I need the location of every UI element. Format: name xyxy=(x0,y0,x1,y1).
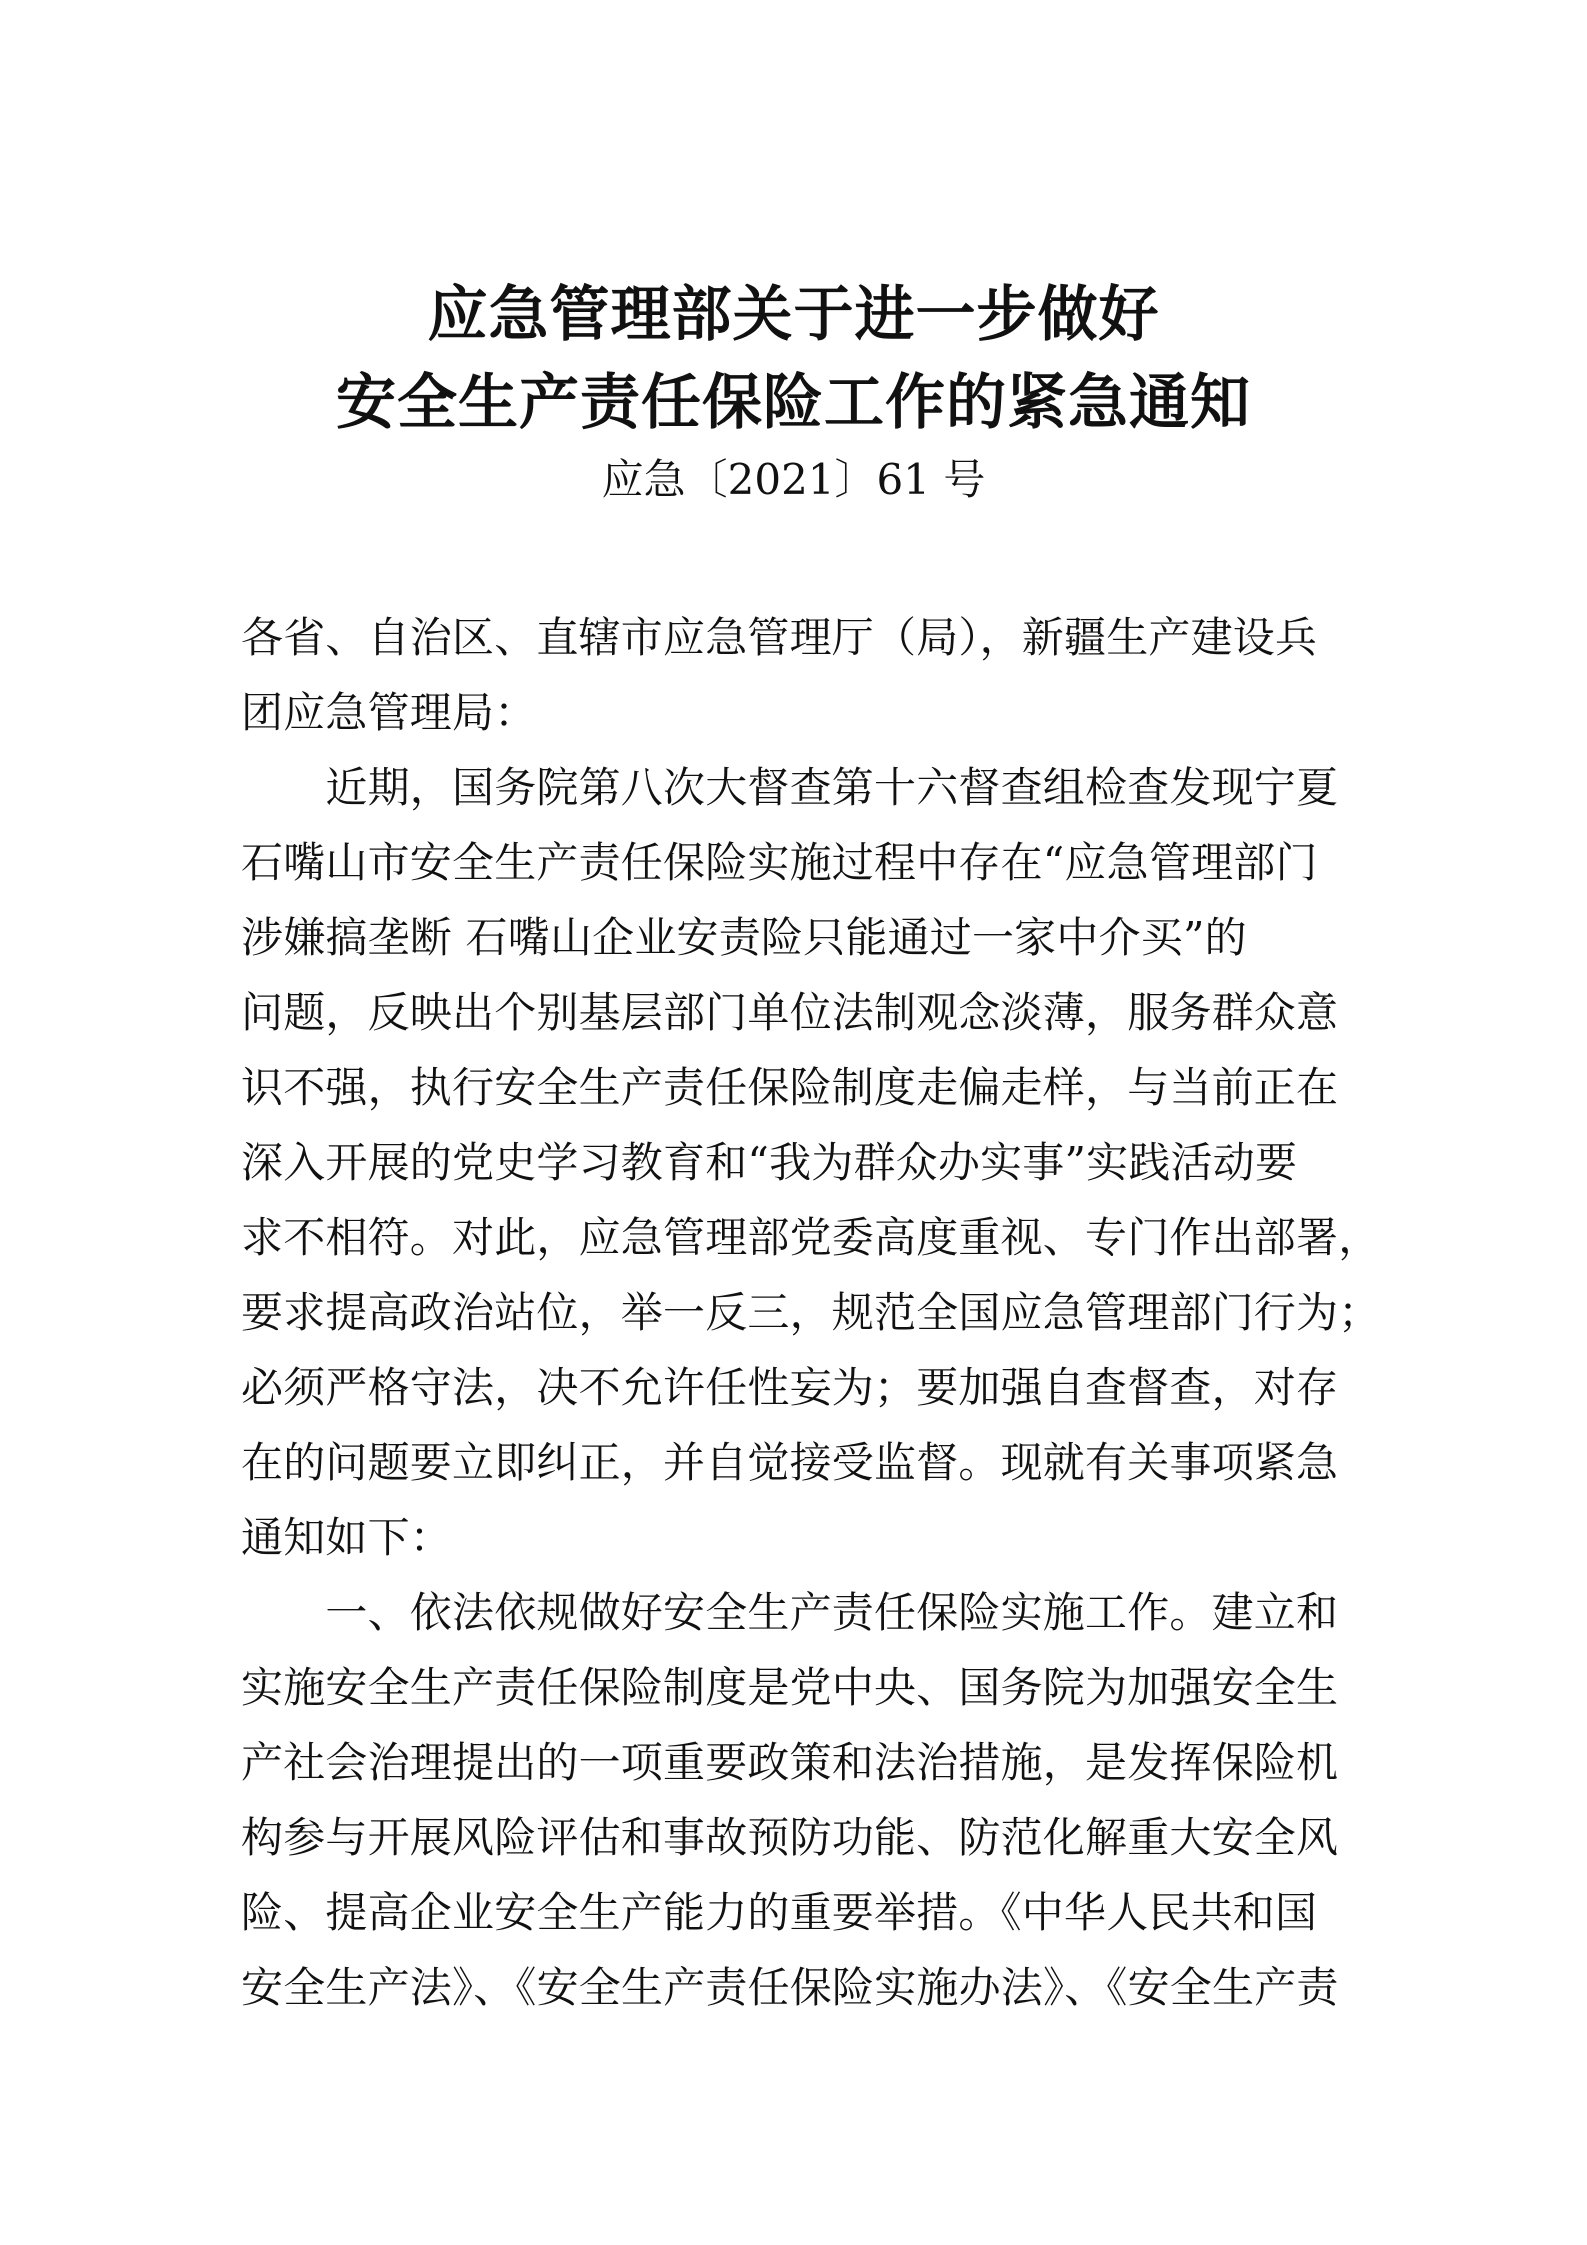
body-line: 必须严格守法，决不允许任性妄为；要加强自查督查，对存 xyxy=(241,1363,1339,1412)
body-line: 识不强，执行安全生产责任保险制度走偏走样，与当前正在 xyxy=(241,1063,1339,1112)
body-line: 一、依法依规做好安全生产责任保险实施工作。建立和 xyxy=(241,1588,1339,1637)
body-line: 石嘴山市安全生产责任保险实施过程中存在“应急管理部门 xyxy=(241,838,1318,887)
document-title-line-1: 应急管理部关于进一步做好 xyxy=(427,280,1160,350)
body-line: 问题，反映出个别基层部门单位法制观念淡薄，服务群众意 xyxy=(241,988,1339,1037)
body-line: 要求提高政治站位，举一反三，规范全国应急管理部门行为； xyxy=(241,1288,1381,1337)
body-line: 在的问题要立即纠正，并自觉接受监督。现就有关事项紧急 xyxy=(241,1438,1339,1487)
body-line: 实施安全生产责任保险制度是党中央、国务院为加强安全生 xyxy=(241,1663,1339,1712)
body-line: 团应急管理局： xyxy=(241,688,537,737)
body-line: 近期，国务院第八次大督查第十六督查组检查发现宁夏 xyxy=(241,763,1339,812)
document-title-line-2: 安全生产责任保险工作的紧急通知 xyxy=(336,368,1251,438)
body-line: 求不相符。对此，应急管理部党委高度重视、专门作出部署， xyxy=(241,1213,1381,1262)
body-line: 各省、自治区、直辖市应急管理厅（局），新疆生产建设兵 xyxy=(241,613,1318,662)
body-line: 通知如下： xyxy=(241,1513,453,1562)
body-line: 产社会治理提出的一项重要政策和法治措施，是发挥保险机 xyxy=(241,1738,1339,1787)
body-line: 安全生产法》、《安全生产责任保险实施办法》、《安全生产责 xyxy=(241,1963,1339,2012)
body-line: 构参与开展风险评估和事故预防功能、防范化解重大安全风 xyxy=(241,1813,1339,1862)
document-body xyxy=(241,600,1381,2025)
document-number: 应急〔2021〕61 号 xyxy=(601,455,986,504)
body-line: 深入开展的党史学习教育和“我为群众办实事”实践活动要 xyxy=(241,1138,1298,1187)
body-line: 险、提高企业安全生产能力的重要举措。《中华人民共和国 xyxy=(241,1888,1318,1937)
body-line: 涉嫌搞垄断 石嘴山企业安责险只能通过一家中介买”的 xyxy=(241,913,1247,962)
